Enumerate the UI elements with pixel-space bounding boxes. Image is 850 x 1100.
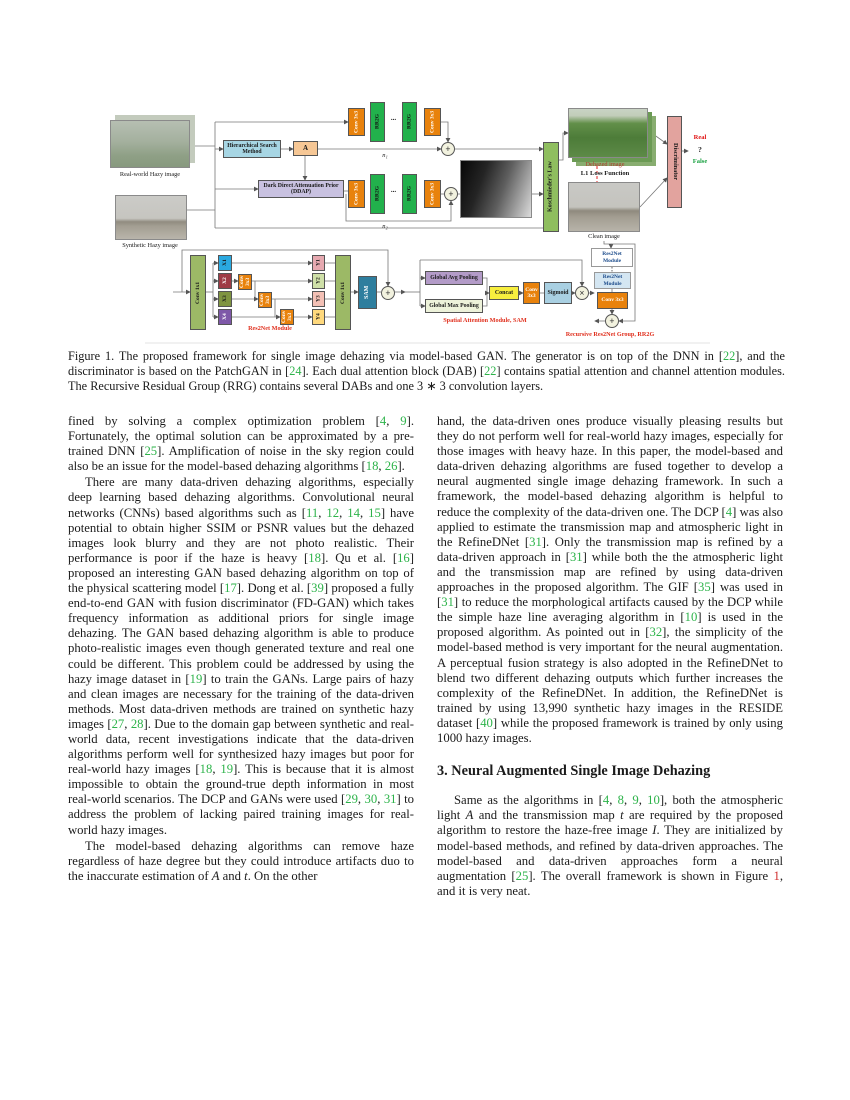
citation-ref[interactable]: 9 [400, 414, 407, 428]
res2net-module-box: Res2Net Module [591, 248, 633, 267]
citation-ref[interactable]: 10 [647, 793, 660, 808]
text-segment: ]. The overall framework is shown in Figure [528, 868, 774, 883]
citation-ref[interactable]: 16 [397, 550, 410, 565]
citation-ref[interactable]: 39 [311, 581, 324, 596]
clean-image-label: Clean image [588, 233, 620, 240]
citation-ref[interactable]: 29 [345, 792, 358, 807]
text-segment: ] proposed an interesting GAN based dehazing algorithm on top of the physical scattering model [ [68, 550, 414, 596]
citation-ref[interactable]: 27 [111, 716, 125, 731]
figure-1 [85, 88, 775, 348]
citation-ref[interactable]: 18 [365, 459, 379, 474]
text-segment: ] was used in [ [437, 580, 783, 610]
citation-ref[interactable]: 35 [698, 580, 711, 595]
citation-ref[interactable]: 17 [224, 581, 237, 596]
left-column [68, 414, 414, 884]
figure-ref[interactable]: 1 [773, 868, 780, 883]
paragraph [68, 475, 414, 837]
text-segment: ] was also applied to estimate the transmission map and atmospheric light in the RefineDNet [ [437, 504, 783, 549]
citation-ref[interactable]: 24 [289, 364, 302, 378]
ellipsis: ... [390, 186, 397, 194]
text-segment: ], both the atmospheric light [437, 793, 784, 823]
citation-ref[interactable]: 4 [725, 504, 733, 519]
conv1x1-box: Conv 1x1 [190, 255, 206, 330]
paragraph [68, 839, 414, 884]
text-segment: ], the simplicity of the model-based method is very important for the neural augmentation. A perceptual fusion strategy is also adopted in the RefineDNet to blend two different dehazing outputs which further increases the complexity of the RefineDNet. In addition, the RefineDNet is trained by using 13,990 synthetic hazy images in the RESIDE dataset [ [437, 625, 783, 730]
citation-ref[interactable]: 22 [484, 364, 497, 378]
sum-node: + [381, 286, 395, 300]
res2net-module-label: Res2Net Module [248, 325, 292, 332]
text-segment: ]. [397, 459, 405, 474]
rr2g-box: RR2G [402, 174, 417, 214]
rr2g-box: RR2G [370, 174, 385, 214]
text-segment: , [386, 414, 401, 428]
feature-y3-box: Y3 [312, 291, 325, 307]
rr2g-box: RR2G [370, 102, 385, 142]
text-segment: , [377, 792, 384, 807]
sum-node: + [441, 142, 455, 156]
right-column [437, 414, 783, 899]
text-segment: fined by solving a complex optimization problem [ [68, 414, 380, 428]
feature-y4-box: Y4 [312, 309, 325, 325]
sum-node: + [605, 314, 619, 328]
text-segment: , [357, 792, 365, 807]
global-avg-pooling-box: Global Avg Pooling [425, 271, 483, 285]
rr2g-group-label: Recursive Res2Net Group, RR2G [565, 331, 655, 338]
citation-ref[interactable]: 26 [384, 459, 398, 474]
n2-label: n₂ [382, 223, 388, 230]
feature-x3-box: X3 [218, 291, 232, 307]
dehazed-image [568, 108, 648, 158]
text-segment: and [219, 868, 245, 883]
clean-image [568, 182, 640, 232]
citation-ref[interactable]: 9 [632, 793, 639, 808]
feature-y1-box: Y1 [312, 255, 325, 271]
citation-ref[interactable]: 25 [515, 868, 529, 883]
text-segment: A [465, 808, 474, 823]
text-segment: , [212, 762, 221, 777]
citation-ref[interactable]: 14 [347, 505, 360, 520]
paragraph [437, 414, 783, 746]
conv3x3-box: Conv 3x3 [597, 292, 628, 309]
text-segment: , [318, 505, 327, 520]
citation-ref[interactable]: 8 [617, 793, 624, 808]
feature-y2-box: Y2 [312, 273, 325, 289]
text-segment: ]. Due to the domain gap between synthetic and real-world data, recent investigations indicate that the data-driven algorithms perform well for synthesized hazy images but poor for real-world hazy images [ [68, 716, 414, 777]
text-segment: . They are initialized by model-based methods, and refined by data-driven approaches. The model-based and data-driven approaches form a neural augmentation [ [437, 823, 783, 883]
citation-ref[interactable]: 12 [326, 505, 340, 520]
text-segment: I [652, 823, 657, 838]
text-segment: t [244, 868, 248, 883]
citation-ref[interactable]: 31 [383, 792, 397, 807]
citation-ref[interactable]: 40 [480, 715, 493, 730]
text-segment: , and it is very neat. [437, 868, 783, 898]
citation-ref[interactable]: 22 [722, 349, 736, 363]
rr2g-box: RR2G [402, 102, 417, 142]
citation-ref[interactable]: 32 [649, 625, 663, 640]
conv3x3-box: Conv 3x3 [523, 282, 540, 304]
conv1x1-box: Conv 1x1 [335, 255, 351, 330]
text-segment: t [620, 808, 624, 823]
false-label: False [692, 158, 708, 165]
sigmoid-box: Sigmoid [544, 282, 572, 304]
citation-ref[interactable]: 19 [189, 671, 203, 686]
conv3x3-box: Conv 3x3 [348, 180, 365, 208]
feature-x4-box: X4 [218, 309, 232, 325]
l1-loss-label: L1 Loss Function [580, 170, 630, 177]
citation-ref[interactable]: 30 [364, 792, 378, 807]
real-world-hazy-photo [110, 120, 190, 168]
text-segment: The model-based dehazing algorithms can remove haze regardless of haze degree but they could introduce artifacts duo to the inaccurate estimation of [68, 838, 414, 883]
text-segment: , [623, 793, 633, 808]
text-segment: Same as the algorithms in [ [454, 793, 603, 808]
citation-ref[interactable]: 18 [308, 550, 321, 565]
figure-caption [68, 349, 785, 394]
text-segment: ]. Each dual attention block (DAB) [ [301, 364, 485, 378]
conv3x3-box: Conv 3x3 [424, 180, 441, 208]
citation-ref[interactable]: 19 [220, 762, 234, 777]
citation-ref[interactable]: 25 [144, 444, 158, 459]
citation-ref[interactable]: 31 [569, 549, 583, 564]
citation-ref[interactable]: 4 [379, 414, 387, 428]
text-segment: Figure 1. The proposed framework for single image dehazing via model-based GAN. The generator is on top of the DNN in [ [68, 349, 723, 363]
text-segment: hand, the data-driven ones produce visually pleasing results but they do not perform well for real-world hazy images, especially for those images with heavy haze. In this paper, the model-based and data-driven dehazing algorithms are fused together to develop a neural augmented single image dehazing framework. In such a framework, the model-based dehazing algorithm is helpful to reduce the complexity of the data-driven one. The DCP [ [437, 414, 783, 519]
text-segment: ] is used in the proposed algorithm. As pointed out in [ [437, 610, 783, 640]
text-segment: . On the other [247, 868, 318, 883]
text-segment: ]. Only the transmission map is refined by a data-driven approach in [ [437, 534, 783, 564]
sum-node: + [444, 187, 458, 201]
text-segment: are required by the proposed algorithm to restore the haze-free image [437, 808, 783, 838]
real-label: Real [693, 134, 707, 141]
section-heading: 3. Neural Augmented Single Image Dehazing [437, 763, 711, 780]
text-segment: , [359, 505, 369, 520]
text-segment: , [378, 459, 385, 474]
discriminator-box: Discriminator [667, 116, 682, 208]
global-max-pooling-box: Global Max Pooling [425, 299, 483, 313]
text-segment: and the transmission map [473, 808, 621, 823]
text-segment: ]. Dong et al. [ [236, 581, 312, 596]
conv3x3-box: Conv 3x3 [348, 108, 365, 136]
sam-box: SAM [358, 276, 377, 309]
text-segment: , [124, 716, 131, 731]
feature-x1-box: X1 [218, 255, 232, 271]
text-segment: ] have potential to obtain higher SSIM or PSNR values but the dehazed images look blurry and they are not photo realistic. Their performance is poor if the haze is heavy [ [68, 505, 414, 565]
hierarchical-search-box: Hierarchical Search Method [223, 140, 281, 158]
text-segment: A [211, 868, 220, 883]
citation-ref[interactable]: 4 [602, 793, 610, 808]
citation-ref[interactable]: 10 [684, 610, 698, 625]
conv3x3-box: Conv 3x3 [238, 275, 251, 289]
text-segment: ] to reduce the morphological artifacts caused by the DCP while the simple haze line averaging algorithm in [ [437, 595, 783, 625]
citation-ref[interactable]: 11 [305, 505, 319, 520]
paragraph [68, 414, 414, 474]
n1-label: n₁ [382, 152, 388, 159]
citation-ref[interactable]: 15 [368, 505, 381, 520]
citation-ref[interactable]: 31 [441, 595, 454, 610]
text-segment: , [638, 793, 648, 808]
res2net-module-box: Res2Net Module [594, 272, 631, 289]
text-segment: ]. Fortunately, the optimal solution can be approximated by a pre-trained DNN [ [68, 414, 415, 459]
question-label: ? [698, 145, 702, 154]
citation-ref[interactable]: 28 [130, 716, 144, 731]
conv3x3-box: Conv 3x3 [280, 310, 293, 324]
text-segment: ] to address the problem of lacking paired training images for real-world hazy images. [68, 792, 415, 837]
dehazed-image-label: Dehazed image [585, 161, 625, 168]
concat-box: Concat [489, 286, 519, 300]
ellipsis: ... [390, 114, 397, 122]
paragraph [437, 793, 783, 899]
real-world-hazy-label: Real-world Hazy image [119, 171, 181, 178]
text-segment: ] while both the the atmospheric light and the transmission map are refined by using data-driven approaches in the proposed algorithm. The GIF [ [437, 549, 783, 595]
text-segment: , [339, 505, 348, 520]
text-segment: There are many data-driven dehazing algorithms, especially deep learning based dehazing algorithms. Convolutional neural networks (CNNs) based algorithms such as [ [68, 475, 414, 520]
synthetic-hazy-photo [115, 195, 187, 240]
text-segment: ] while the proposed framework is trained by only using 1000 hazy images. [437, 715, 783, 745]
conv3x3-box: Conv 3x3 [258, 293, 271, 307]
synthetic-hazy-label: Synthetic Hazy image [122, 242, 178, 249]
text-segment: ]. Amplification of noise in the sky region could also be an issue for the model-based dehazing algorithms [ [68, 444, 414, 474]
text-segment: ] to train the GANs. Large pairs of hazy and clean images are necessary for the training of the data-driven methods. Most data-driven methods are trained on synthetic hazy images [ [68, 671, 414, 731]
atmospheric-light-box: A [293, 141, 318, 156]
conv3x3-box: Conv 3x3 [424, 108, 441, 136]
text-segment: ]. Qu et al. [ [320, 550, 398, 565]
citation-ref[interactable]: 31 [529, 534, 542, 549]
feature-x2-box: X2 [218, 273, 232, 289]
ddap-box: Dark Direct Attenuation Prior (DDAP) [258, 180, 344, 198]
text-segment: ], and the discriminator is based on the PatchGAN in [ [68, 349, 785, 378]
text-segment: ]. This is because that it is almost impossible to obtain the ground-true depth information in most real-world scenarios. The DCP and GANs were used [ [68, 762, 414, 807]
transmission-map-image [460, 160, 532, 218]
text-segment: , [609, 793, 618, 808]
text-segment: ] proposed a fully end-to-end GAN with fusion discriminator (FD-GAN) which takes frequency information as additional priors for single image dehazing. The GAN based dehazing algorithm is able to produce photo-realistic images even though generated texture and real one could be different. This problem could be addressed by using the hazy image dataset in [ [68, 581, 414, 686]
text-segment: ] contains spatial attention and channel attention modules. The Recursive Residual Group (RRG) contains several DABs and one 3 ∗ 3 convolution layers. [68, 364, 785, 393]
koschmieder-law-box: Koschmieder's Law [543, 142, 559, 232]
multiply-node: × [575, 286, 589, 300]
citation-ref[interactable]: 18 [199, 762, 213, 777]
sam-module-label: Spatial Attention Module, SAM [443, 317, 527, 324]
